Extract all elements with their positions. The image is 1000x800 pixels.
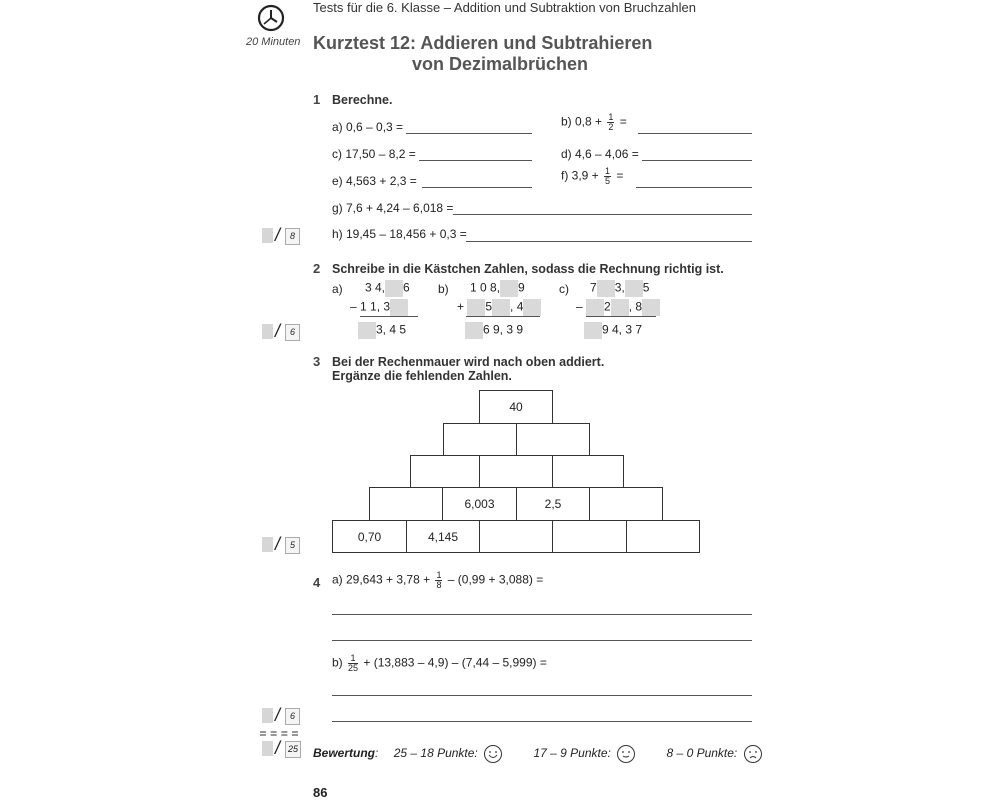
task2-c-result: 9 4, 3 7 bbox=[584, 322, 642, 339]
wall-brick[interactable] bbox=[479, 455, 553, 488]
wall-brick[interactable]: 6,003 bbox=[442, 487, 517, 521]
wall-brick[interactable]: 0,70 bbox=[332, 520, 407, 553]
answer-line-d[interactable] bbox=[642, 160, 752, 161]
task2-b-label: b) bbox=[438, 282, 449, 296]
sum-line bbox=[360, 316, 418, 317]
blank-box[interactable] bbox=[465, 322, 483, 339]
page-number: 86 bbox=[313, 785, 328, 800]
task2-a-row2: – 1 1, 3 bbox=[350, 299, 408, 316]
task1-a: a) 0,6 – 0,3 = bbox=[332, 120, 404, 134]
blank-box[interactable] bbox=[625, 280, 643, 297]
task1-d: d) 4,6 – 4,06 = bbox=[561, 147, 639, 161]
task1-e: e) 4,563 + 2,3 = bbox=[332, 174, 417, 188]
blank-box[interactable] bbox=[500, 280, 518, 297]
fraction: $\frac{1}{2}$ bbox=[608, 112, 614, 132]
test-title-line1: Addieren und Subtrahieren bbox=[420, 33, 653, 53]
answer-line-g[interactable] bbox=[453, 214, 752, 215]
blank-box[interactable] bbox=[597, 280, 615, 297]
task1-c: c) 17,50 – 8,2 = bbox=[332, 147, 416, 161]
task1-h: h) 19,45 – 18,456 + 0,3 = bbox=[332, 227, 467, 241]
task4-b: b) $\frac{1}{25}$ + (13,883 – 4,9) – (7,44 – 5,999) = bbox=[332, 653, 547, 673]
task2-a-row1: 3 4, 6 bbox=[365, 280, 410, 297]
task2-a-label: a) bbox=[332, 282, 343, 296]
score-box-task2[interactable]: / 6 bbox=[262, 324, 300, 340]
score-box-task3[interactable]: / 5 bbox=[262, 537, 300, 553]
test-title bbox=[313, 33, 652, 54]
wall-brick[interactable]: 2,5 bbox=[516, 487, 590, 521]
task3-instruction-2: Ergänze die fehlenden Zahlen. bbox=[332, 369, 512, 383]
task2-number: 2 bbox=[313, 261, 321, 276]
wall-brick[interactable] bbox=[589, 487, 663, 521]
score-box-task1[interactable]: / 8 bbox=[262, 228, 300, 244]
time-limit: 20 Minuten bbox=[246, 36, 301, 48]
score-box-task4[interactable]: / 6 bbox=[262, 708, 300, 724]
answer-line[interactable] bbox=[332, 695, 752, 696]
wall-brick[interactable] bbox=[369, 487, 443, 521]
task2-c-row1: 7 3, 5 bbox=[590, 280, 649, 297]
total-divider bbox=[260, 734, 298, 736]
blank-box[interactable] bbox=[586, 299, 604, 316]
task2-b-row2: + 5 , 4 bbox=[457, 299, 541, 316]
blank-box[interactable] bbox=[642, 299, 660, 316]
task4-a: a) 29,643 + 3,78 + $\frac{1}{8}$ – (0,99 + 3,088) = bbox=[332, 570, 544, 590]
answer-line-c[interactable] bbox=[419, 160, 532, 161]
answer-line-e[interactable] bbox=[422, 187, 532, 188]
blank-box[interactable] bbox=[584, 322, 602, 339]
answer-line-h[interactable] bbox=[466, 241, 752, 242]
wall-brick[interactable]: 4,145 bbox=[406, 520, 480, 553]
task1-g: g) 7,6 + 4,24 – 6,018 = bbox=[332, 201, 454, 215]
fraction: $\frac{1}{8}$ bbox=[436, 570, 442, 590]
wall-brick[interactable] bbox=[552, 520, 627, 553]
task2-a-result: 3, 4 5 bbox=[358, 322, 406, 339]
wall-brick[interactable]: 40 bbox=[479, 390, 553, 424]
wall-brick[interactable] bbox=[443, 423, 517, 456]
blank-box[interactable] bbox=[390, 299, 408, 316]
task2-c-row2: – 2 , 8 bbox=[576, 299, 660, 316]
clock-icon bbox=[257, 4, 285, 37]
task4-number: 4 bbox=[313, 575, 321, 590]
blank-box[interactable] bbox=[385, 280, 403, 297]
task1-b: b) 0,8 + $\frac{1}{2}$ = bbox=[561, 112, 627, 132]
answer-line[interactable] bbox=[332, 614, 752, 615]
task2-b-result: 6 9, 3 9 bbox=[465, 322, 523, 339]
task3-instruction-1: Bei der Rechenmauer wird nach oben addiert. bbox=[332, 355, 605, 369]
fraction: $\frac{1}{5}$ bbox=[605, 166, 611, 186]
task2-c-label: c) bbox=[559, 282, 569, 296]
task2-instruction: Schreibe in die Kästchen Zahlen, sodass die Rechnung richtig ist. bbox=[332, 262, 724, 276]
task3-number: 3 bbox=[313, 354, 321, 369]
score-box-total[interactable]: / 25 bbox=[262, 741, 300, 757]
task1-number: 1 bbox=[313, 92, 321, 107]
total-divider bbox=[260, 731, 298, 733]
rating-row: Bewertung: 25 – 18 Punkte: 17 – 9 Punkte: 8 – 0 Punkte: bbox=[313, 745, 762, 763]
happy-face-icon bbox=[484, 745, 502, 763]
wall-brick[interactable] bbox=[516, 423, 590, 456]
task1-f: f) 3,9 + $\frac{1}{5}$ = bbox=[561, 166, 624, 186]
task2-b-row1: 1 0 8, 9 bbox=[470, 280, 525, 297]
blank-box[interactable] bbox=[492, 299, 510, 316]
wall-brick[interactable] bbox=[626, 520, 700, 553]
fraction: $\frac{1}{25}$ bbox=[348, 653, 359, 673]
blank-box[interactable] bbox=[611, 299, 629, 316]
answer-line-f[interactable] bbox=[636, 187, 752, 188]
sad-face-icon bbox=[744, 745, 762, 763]
answer-line[interactable] bbox=[332, 640, 752, 641]
sum-line bbox=[466, 316, 540, 317]
test-title-line2: von Dezimalbrüchen bbox=[412, 54, 589, 74]
answer-line-b[interactable] bbox=[638, 133, 752, 134]
book-title: Tests für die 6. Klasse – Addition und Subtraktion von Bruchzahlen bbox=[313, 0, 697, 15]
task1-instruction: Berechne. bbox=[332, 93, 393, 107]
blank-box[interactable] bbox=[358, 322, 376, 339]
answer-line[interactable] bbox=[332, 721, 752, 722]
test-label: Kurztest 12: bbox=[313, 33, 417, 53]
wall-brick[interactable] bbox=[410, 455, 480, 488]
smile-face-icon bbox=[617, 745, 635, 763]
blank-box[interactable] bbox=[467, 299, 485, 316]
answer-line-a[interactable] bbox=[406, 133, 532, 134]
sum-line bbox=[586, 316, 656, 317]
blank-box[interactable] bbox=[523, 299, 541, 316]
wall-brick[interactable] bbox=[552, 455, 624, 488]
wall-brick[interactable] bbox=[479, 520, 553, 553]
